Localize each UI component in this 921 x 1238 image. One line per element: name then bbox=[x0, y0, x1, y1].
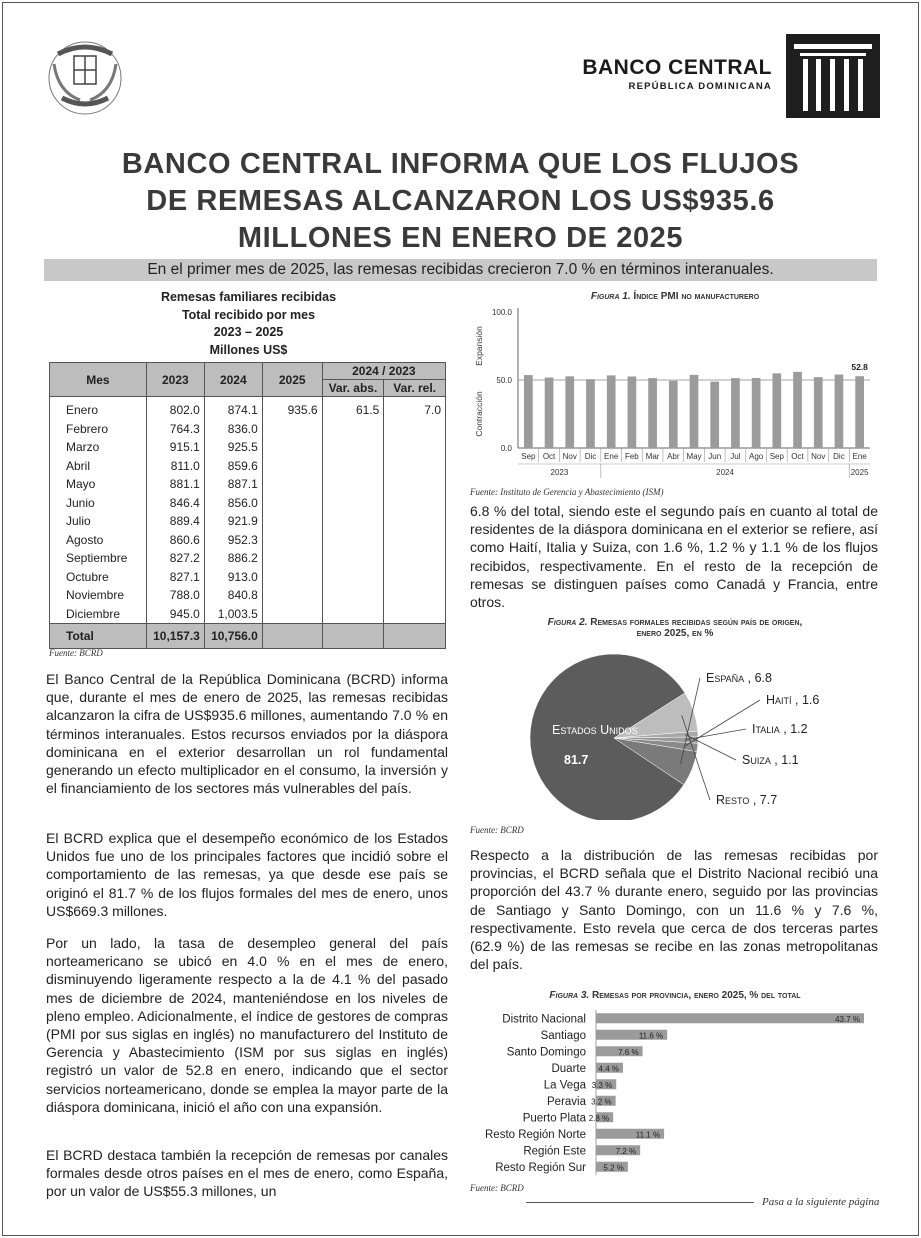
table-cell-var-rel bbox=[384, 549, 446, 568]
table-cell-y2023: 827.2 bbox=[146, 549, 204, 568]
headline-line: DE REMESAS ALCANZARON LOS US$935.6 bbox=[146, 185, 775, 217]
pmi-bar bbox=[628, 376, 637, 448]
table-cell-var-abs bbox=[322, 475, 384, 494]
total-cell-y2024: 10,756.0 bbox=[204, 624, 262, 649]
total-cell-mes: Total bbox=[50, 624, 147, 649]
x-tick-label: Sep bbox=[769, 452, 784, 461]
paragraph: El BCRD destaca también la recepción de remesas por canales formales desde otros países en el mes de enero, como España, por un valor de US$55.3 millones, un bbox=[46, 1147, 448, 1200]
table-cell-var-abs bbox=[322, 438, 384, 457]
bar-value-label: 7.6 % bbox=[618, 1047, 639, 1057]
table-cell-y2024: 856.0 bbox=[204, 494, 262, 513]
figure-1-title bbox=[470, 291, 880, 302]
bar-value-label: 3.3 % bbox=[591, 1080, 613, 1090]
table-cell-mes: Mayo bbox=[50, 475, 147, 494]
table-cell-y2025 bbox=[262, 605, 322, 624]
category-label: Distrito Nacional bbox=[502, 1013, 586, 1026]
pmi-bar bbox=[669, 381, 678, 448]
category-label: Resto Región Norte bbox=[485, 1128, 586, 1141]
pmi-bar bbox=[586, 379, 595, 448]
table-cell-y2024: 1,003.5 bbox=[204, 605, 262, 624]
table-cell-y2023: 915.1 bbox=[146, 438, 204, 457]
pie-label: Suiza , 1.1 bbox=[742, 753, 799, 767]
table-cell-var-abs bbox=[322, 586, 384, 605]
table-cell-var-abs bbox=[322, 531, 384, 550]
pmi-bar bbox=[565, 376, 574, 448]
page-headline bbox=[40, 146, 881, 257]
x-tick-label: Dic bbox=[584, 452, 597, 461]
x-tick-label: Mar bbox=[645, 452, 660, 461]
table-cell-y2024: 921.9 bbox=[204, 512, 262, 531]
pmi-bar bbox=[690, 375, 699, 448]
table-row bbox=[50, 586, 446, 605]
figure-1-title-text: Índice PMI no manufacturero bbox=[633, 291, 760, 302]
pie-value: 81.7 bbox=[564, 753, 589, 767]
table-cell-var-abs bbox=[322, 457, 384, 476]
table-cell-y2025 bbox=[262, 475, 322, 494]
total-cell-var-rel bbox=[384, 624, 446, 649]
table-cell-var-rel bbox=[384, 475, 446, 494]
pmi-bar bbox=[648, 378, 657, 448]
brand-subtitle: REPÚBLICA DOMINICANA bbox=[628, 81, 772, 92]
paragraph: El BCRD explica que el desempeño económico de los Estados Unidos fue uno de los principales factores que incidió sobre el comportamiento de las remesas, ya que desde ese país se originó el 81.7 % de los flujos formales del mes de enero, unos US$669.3 millones. bbox=[46, 830, 448, 919]
pie-label: España , 6.8 bbox=[706, 671, 772, 685]
table-title-line: 2023 – 2025 bbox=[213, 325, 284, 339]
x-tick-label: Jul bbox=[730, 452, 741, 461]
category-label: Puerto Plata bbox=[522, 1112, 586, 1125]
table-cell-var-rel bbox=[384, 586, 446, 605]
table-cell-y2024: 836.0 bbox=[204, 420, 262, 439]
bar-value-label: 7.2 % bbox=[615, 1146, 637, 1156]
bar-value-label: 3.2 % bbox=[591, 1097, 612, 1107]
table-cell-var-abs bbox=[322, 420, 384, 439]
y-tick-label: 50.0 bbox=[496, 376, 512, 385]
brand-name: BANCO CENTRAL bbox=[582, 56, 772, 79]
table-cell-y2023: 764.3 bbox=[146, 420, 204, 439]
figure-3-title bbox=[470, 990, 880, 1001]
y-label-bottom: Contracción bbox=[474, 391, 484, 437]
bar-value-label: 2.8 % bbox=[588, 1113, 610, 1123]
table-cell-mes: Septiembre bbox=[50, 549, 147, 568]
paragraph: Por un lado, la tasa de desempleo general del país norteamericano se ubicó en 4.0 % en el mes de enero, disminuyendo ligeramente respecto a la de 4.1 % del pasado mes de diciembre de 2024, manteniéndose en los niveles de pleno empleo. Adicionalmente, el índice de gestores de compras (PMI por sus siglas en inglés) no manufacturero del Instituto de Gerencia y Abastecimiento (ISM por sus siglas en inglés) registró un valor de 52.8 en enero, indicando que el sector servicios norteamericano, donde se emplea la mayor parte de la diáspora dominicana, inició el año con una expansión. bbox=[46, 935, 448, 1115]
x-tick-label: Oct bbox=[542, 452, 556, 461]
year-group-label: 2023 bbox=[550, 468, 569, 477]
table-cell-var-abs bbox=[322, 512, 384, 531]
x-tick-label: Ago bbox=[749, 452, 764, 461]
table-cell-y2025 bbox=[262, 586, 322, 605]
pmi-bar-chart bbox=[466, 302, 880, 482]
table-cell-y2025 bbox=[262, 568, 322, 587]
col-header-2023: 2023 bbox=[146, 363, 204, 397]
table-row bbox=[50, 605, 446, 624]
paragraph: El Banco Central de la República Dominicana (BCRD) informa que, durante el mes de enero de 2025, las remesas recibidas alcanzaron la cifra de US$935.6 millones, aumentando 7.0 % en términos interanuales. Estos recursos enviados por la diáspora dominicana en el exterior desarrollan un rol fundamental generando un efecto multiplicador en el consumo, la inversión y el financiamiento de los sectores más vulnerables del país. bbox=[46, 671, 448, 797]
paragraph: Respecto a la distribución de las remesas recibidas por provincias, el BCRD señala que el Distrito Nacional recibió una proporción del 43.7 % durante enero, seguido por las provincias de Santiago y Santo Domingo, con un 11.6 % y 7.6 %, respectivamente. Esto revela que cerca de dos terceras partes (62.9 %) de las remesas se recibe en las zonas metropolitanas del país. bbox=[470, 847, 878, 973]
table-cell-y2023: 811.0 bbox=[146, 457, 204, 476]
table-cell-y2024: 952.3 bbox=[204, 531, 262, 550]
columns-logo-icon bbox=[786, 34, 880, 118]
x-tick-label: Abr bbox=[667, 452, 680, 461]
table-row bbox=[50, 531, 446, 550]
table-cell-var-abs bbox=[322, 568, 384, 587]
x-tick-label: Jun bbox=[708, 452, 722, 461]
table-cell-y2024: 913.0 bbox=[204, 568, 262, 587]
table-row bbox=[50, 475, 446, 494]
table-cell-y2025 bbox=[262, 531, 322, 550]
table-cell-y2023: 802.0 bbox=[146, 397, 204, 420]
table-cell-mes: Febrero bbox=[50, 420, 147, 439]
pmi-bar bbox=[545, 378, 554, 448]
category-label: Santo Domingo bbox=[506, 1046, 586, 1059]
paragraph: 6.8 % del total, siendo este el segundo país en cuanto al total de residentes de la diáspora dominicana en el exterior se refiere, así como Haití, Italia y Suiza, con 1.6 %, 1.2 % y 1.1 % de los flujos recibidos, respectivamente. En el resto de la recepción de remesas se distinguen países como Canadá y Francia, entre otros. bbox=[470, 503, 878, 611]
table-cell-y2024: 886.2 bbox=[204, 549, 262, 568]
y-tick-label: 100.0 bbox=[491, 308, 512, 317]
data-label: 52.8 bbox=[851, 362, 868, 373]
table-cell-y2024: 859.6 bbox=[204, 457, 262, 476]
table-cell-var-rel bbox=[384, 494, 446, 513]
table-row bbox=[50, 457, 446, 476]
table-cell-var-abs bbox=[322, 549, 384, 568]
table-cell-y2024: 840.8 bbox=[204, 586, 262, 605]
bar-value-label: 11.1 % bbox=[635, 1130, 661, 1140]
table-cell-y2023: 945.0 bbox=[146, 605, 204, 624]
table-cell-y2024: 874.1 bbox=[204, 397, 262, 420]
table-cell-mes: Diciembre bbox=[50, 605, 147, 624]
table-row bbox=[50, 420, 446, 439]
pmi-bar bbox=[814, 377, 823, 448]
table-cell-mes: Enero bbox=[50, 397, 147, 420]
table-total-row bbox=[50, 624, 446, 649]
table-cell-y2025: 935.6 bbox=[262, 397, 322, 420]
table-cell-mes: Marzo bbox=[50, 438, 147, 457]
table-row bbox=[50, 512, 446, 531]
table-cell-y2023: 788.0 bbox=[146, 586, 204, 605]
pmi-bar bbox=[835, 375, 844, 448]
x-tick-label: Dic bbox=[833, 452, 845, 461]
pmi-bar bbox=[752, 378, 761, 448]
pmi-bar bbox=[731, 378, 740, 448]
table-cell-var-rel bbox=[384, 531, 446, 550]
category-label: Peravia bbox=[547, 1095, 586, 1108]
col-header-var-abs: Var. abs. bbox=[322, 380, 384, 397]
pmi-bar bbox=[772, 373, 781, 448]
table-cell-var-rel bbox=[384, 568, 446, 587]
table-cell-var-rel: 7.0 bbox=[384, 397, 446, 420]
figure-2-title-line: enero 2025, en % bbox=[636, 628, 714, 639]
table-cell-y2025 bbox=[262, 457, 322, 476]
table-cell-y2024: 887.1 bbox=[204, 475, 262, 494]
figure-2-title bbox=[470, 617, 880, 639]
table-cell-mes: Noviembre bbox=[50, 586, 147, 605]
table-cell-y2023: 889.4 bbox=[146, 512, 204, 531]
figure-3-source: Fuente: BCRD bbox=[470, 1183, 524, 1193]
next-page-note: Pasa a la siguiente página bbox=[762, 1196, 880, 1208]
category-label: Santiago bbox=[540, 1029, 586, 1042]
year-group-label: 2024 bbox=[716, 468, 734, 477]
table-cell-var-abs: 61.5 bbox=[322, 397, 384, 420]
x-tick-label: May bbox=[686, 452, 702, 461]
headline-line: MILLONES EN ENERO DE 2025 bbox=[237, 222, 684, 254]
pmi-bar bbox=[855, 376, 864, 448]
y-label-top: Expansión bbox=[474, 326, 484, 366]
table-row bbox=[50, 397, 446, 420]
table-cell-y2025 bbox=[262, 549, 322, 568]
table-cell-var-rel bbox=[384, 457, 446, 476]
table-title-line: Millones US$ bbox=[209, 342, 288, 357]
table-title-line: Remesas familiares recibidas bbox=[160, 290, 337, 304]
pmi-bar bbox=[710, 382, 719, 448]
x-tick-label: Feb bbox=[624, 452, 639, 461]
table-cell-y2025 bbox=[262, 494, 322, 513]
table-cell-y2023: 881.1 bbox=[146, 475, 204, 494]
col-header-2025: 2025 bbox=[262, 363, 322, 397]
footer-rule bbox=[526, 1202, 754, 1203]
col-header-mes: Mes bbox=[50, 363, 147, 397]
table-cell-var-rel bbox=[384, 420, 446, 439]
figure-3-title-text: Remesas por provincia, enero 2025, % del total bbox=[592, 990, 801, 1001]
table-title-line: Total recibido por mes bbox=[181, 307, 316, 322]
category-label: Región Este bbox=[523, 1145, 586, 1158]
col-header-2024: 2024 bbox=[204, 363, 262, 397]
total-cell-y2023: 10,157.3 bbox=[146, 624, 204, 649]
pie-label: Italia , 1.2 bbox=[752, 722, 808, 736]
x-tick-label: Nov bbox=[562, 452, 577, 461]
pie-label: Estados Unidos bbox=[552, 723, 638, 737]
table-row bbox=[50, 494, 446, 513]
bar-value-label: 4.4 % bbox=[598, 1064, 619, 1074]
x-tick-label: Ene bbox=[852, 452, 867, 461]
table-body bbox=[50, 397, 446, 649]
coat-of-arms-icon bbox=[44, 34, 126, 116]
pmi-bar bbox=[607, 375, 616, 448]
province-bar bbox=[596, 1013, 864, 1023]
x-tick-label: Sep bbox=[521, 452, 536, 461]
table-cell-var-rel bbox=[384, 438, 446, 457]
table-source: Fuente: BCRD bbox=[49, 648, 103, 658]
table-cell-y2023: 827.1 bbox=[146, 568, 204, 587]
figure-2-title-line: Remesas formales recibidas según país de origen, bbox=[590, 617, 803, 628]
table-row bbox=[50, 438, 446, 457]
table-cell-var-rel bbox=[384, 605, 446, 624]
table-cell-mes: Junio bbox=[50, 494, 147, 513]
pie-chart bbox=[466, 648, 880, 820]
table-cell-y2025 bbox=[262, 420, 322, 439]
y-tick-label: 0.0 bbox=[500, 444, 512, 453]
col-header-var-rel: Var. rel. bbox=[384, 380, 446, 397]
table-cell-mes: Octubre bbox=[50, 568, 147, 587]
bar-value-label: 11.6 % bbox=[638, 1031, 664, 1041]
brand-block bbox=[560, 34, 880, 118]
province-bar-chart bbox=[466, 1006, 880, 1178]
pie-label: Haití , 1.6 bbox=[766, 693, 820, 707]
x-tick-label: Nov bbox=[811, 452, 826, 461]
table-row bbox=[50, 549, 446, 568]
table-cell-y2024: 925.5 bbox=[204, 438, 262, 457]
table-cell-y2023: 846.4 bbox=[146, 494, 204, 513]
figure-1-prefix: Figura 1. bbox=[590, 291, 631, 302]
col-header-group: 2024 / 2023 bbox=[322, 363, 445, 380]
x-tick-label: Oct bbox=[791, 452, 804, 461]
pmi-bar bbox=[524, 375, 533, 448]
table-cell-y2025 bbox=[262, 438, 322, 457]
table-cell-y2023: 860.6 bbox=[146, 531, 204, 550]
headline-line: BANCO CENTRAL INFORMA QUE LOS FLUJOS bbox=[121, 148, 800, 180]
table-cell-var-rel bbox=[384, 512, 446, 531]
x-tick-label: Ene bbox=[604, 452, 619, 461]
figure-2-source: Fuente: BCRD bbox=[470, 825, 524, 835]
total-cell-var-abs bbox=[322, 624, 384, 649]
year-group-label: 2025 bbox=[850, 468, 869, 477]
table-cell-mes: Julio bbox=[50, 512, 147, 531]
subheadline: En el primer mes de 2025, las remesas recibidas crecieron 7.0 % en términos interanuales. bbox=[44, 259, 877, 281]
table-cell-var-abs bbox=[322, 605, 384, 624]
table-cell-var-abs bbox=[322, 494, 384, 513]
figure-2-prefix: Figura 2. bbox=[547, 617, 588, 628]
pie-label: Resto , 7.7 bbox=[716, 793, 778, 807]
bar-value-label: 5.2 % bbox=[603, 1163, 624, 1173]
bar-value-label: 43.7 % bbox=[835, 1014, 861, 1024]
remittances-table bbox=[49, 362, 446, 649]
table-cell-mes: Agosto bbox=[50, 531, 147, 550]
total-cell-y2025 bbox=[262, 624, 322, 649]
figure-3-prefix: Figura 3. bbox=[549, 990, 590, 1001]
table-title bbox=[49, 289, 448, 359]
category-label: La Vega bbox=[543, 1079, 586, 1092]
table-row bbox=[50, 568, 446, 587]
table-cell-y2025 bbox=[262, 512, 322, 531]
figure-1-source: Fuente: Instituto de Gerencia y Abastecimiento (ISM) bbox=[470, 487, 664, 497]
category-label: Resto Región Sur bbox=[495, 1161, 586, 1174]
pmi-bar bbox=[793, 372, 802, 448]
category-label: Duarte bbox=[551, 1062, 586, 1075]
table-cell-mes: Abril bbox=[50, 457, 147, 476]
